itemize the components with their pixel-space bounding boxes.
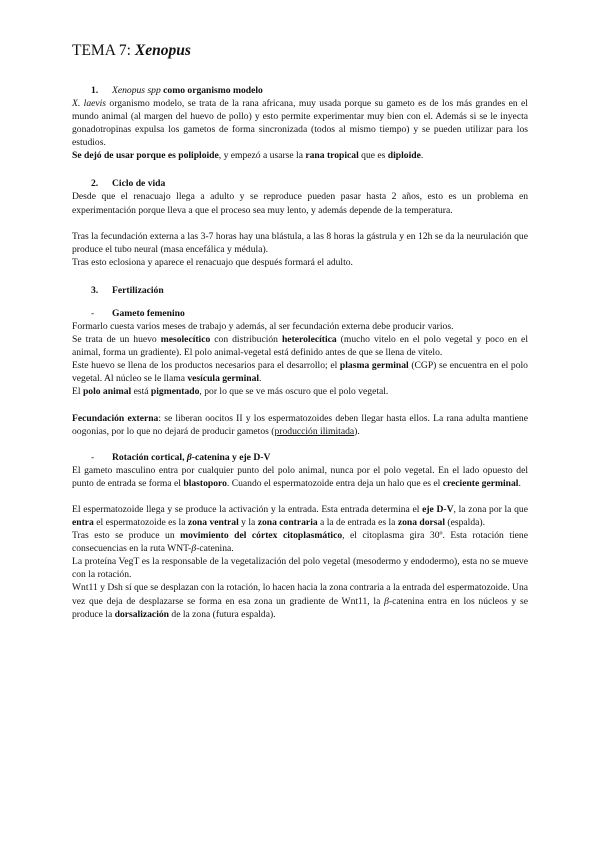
s3-paragraph-1: Formarlo cuesta varios meses de trabajo y además, al ser fecundación externa debe producir varios. bbox=[72, 320, 454, 332]
title-italic: Xenopus bbox=[134, 42, 191, 59]
s1-paragraph-1: X. laevis organismo modelo, se trata de la rana africana, muy usada porque su gameto es de los más grandes en el mundo animal (al margen del huevo de pollo) y esto permite experimentar muy bien con el. Además si se le inyecta gonadotropinas expulsa los gametos de forma sincronizada (todos al mismo tiempo) y se pueden utilizar para los estudios. bbox=[72, 98, 528, 149]
s3-paragraph-3: Este huevo se llena de los productos necesarios para el desarrollo; el plasma germinal (CGP) se encuentra en el polo vegetal. Al núcleo se le llama vesícula germinal. bbox=[72, 360, 528, 385]
s3-paragraph-5: Fecundación externa: se liberan oocitos II y los espermatozoides deben llegar hasta ellos. La rana adulta mantiene oogonias, por lo que no dejará de producir gametos (producción ilimitada). bbox=[72, 412, 528, 437]
s2-paragraph-1: Desde que el renacuajo llega a adulto y se reproduce pueden pasar hasta 2 años, esto es un problema en experimentación porque lleva a que el proceso sea muy lento, y además depende de la temperatura. bbox=[72, 191, 528, 216]
s3-paragraph-2: Se trata de un huevo mesolecítico con distribución heterolecítica (mucho vitelo en el polo vegetal y poco en el animal, forma un gradiente). El polo animal-vegetal está definido antes de que se llena de vitelo. bbox=[72, 334, 528, 359]
section-1-heading: 1. Xenopus spp como organismo modelo bbox=[91, 85, 263, 96]
subsection-gameto-femenino: - Gameto femenino bbox=[91, 307, 185, 319]
underlined-term: producción ilimitada bbox=[274, 425, 355, 437]
document-page bbox=[72, 42, 528, 621]
s2-paragraph-3: Tras esto eclosiona y aparece el renacuajo que después formará el adulto. bbox=[72, 256, 353, 268]
section-2-heading: 2. Ciclo de vida bbox=[91, 178, 166, 190]
s3-paragraph-7: El espermatozoide llega y se produce la activación y la entrada. Esta entrada determina el eje D-V, la zona por la que entra el espermatozoide es la zona ventral y la zona contraria a la de entrada es la zona dorsal (espalda). bbox=[72, 503, 528, 528]
subsection-rotacion-cortical: - Rotación cortical, β-catenina y eje D-V bbox=[91, 451, 271, 463]
s3-paragraph-8: Tras esto se produce un movimiento del córtex citoplasmático, el citoplasma gira 30º. Esta rotación tiene consecuencias en la ruta WNT-β-catenina. bbox=[72, 530, 528, 555]
s3-paragraph-6: El gameto masculino entra por cualquier punto del polo animal, nunca por el polo vegetal. En el lado opuesto del punto de entrada se forma el blastoporo. Cuando el espermatozoide entra deja un halo que es el creciente germinal. bbox=[72, 464, 528, 489]
section-3-heading: 3. Fertilización bbox=[91, 284, 164, 296]
s3-paragraph-10: Wnt11 y Dsh sí que se desplazan con la rotación, lo hacen hacia la zona contraria a la entrada del espermatozoide. Una vez que deja de desplazarse se forma en esa zona un gradiente de Wnt11, la β-catenina entra en los núcleos y se produce la dorsalización de la zona (futura espalda). bbox=[72, 582, 528, 620]
page-title: TEMA 7: Xenopus bbox=[72, 42, 191, 59]
s1-paragraph-2: Se dejó de usar porque es poliploide, y empezó a usarse la rana tropical que es diploide. bbox=[72, 150, 424, 162]
s2-paragraph-2: Tras la fecundación externa a las 3-7 horas hay una blástula, a las 8 horas la gástrula y en 12h se da la neurulación que produce el tubo neural (masa encefálica y médula). bbox=[72, 230, 528, 255]
s3-paragraph-9: La proteína VegT es la responsable de la vegetalización del polo vegetal (mesodermo y endodermo), esta no se mueve con la rotación. bbox=[72, 556, 528, 581]
s3-paragraph-4: El polo animal está pigmentado, por lo que se ve más oscuro que el polo vegetal. bbox=[72, 386, 389, 398]
